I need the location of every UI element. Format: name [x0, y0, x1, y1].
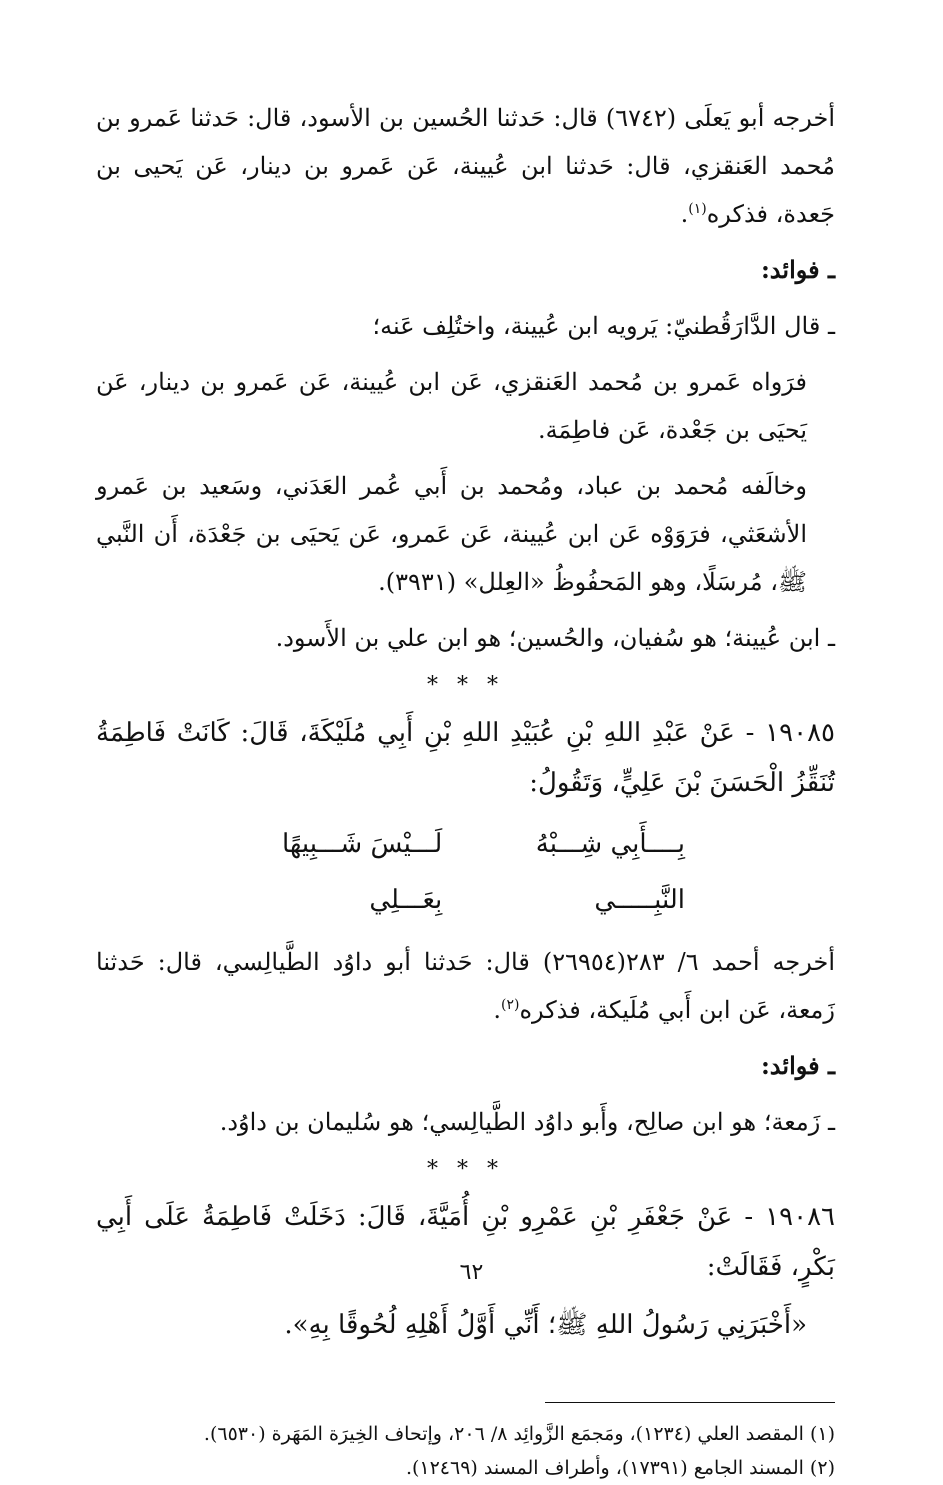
daraqutni-paragraph: ـ قال الدَّارَقُطنيّ: يَرويه ابن عُيينة، واختُلِف عَنه؛	[372, 312, 835, 340]
takhrij-text-2: أخرجه أحمد ٦/ ٢٨٣(٢٦٩٥٤) قال: حَدثنا أبو داوُد الطَّيالِسي، قال: حَدثنا زَمعة، عَن ابن أَبي مُلَيكة، فذكره	[96, 948, 836, 1024]
verse-right-hemistich: بِــــأَبِي شِـــبْهُ النَّبِـــــي	[535, 829, 685, 915]
fawaid-heading-2: ـ فوائد:	[760, 1051, 835, 1080]
footnote-divider	[545, 1402, 835, 1403]
takhrij-text-1: أخرجه أبو يَعلَى (٦٧٤٢) قال: حَدثنا الحُسين بن الأسود، قال: حَدثنا عَمرو بن مُحمد العَنقزي، قال: حَدثنا ابن عُيينة، عَن عَمرو بن دينار، عَن يَحيى بن جَعدة، فذكره	[96, 104, 835, 228]
footnote-ref-1[interactable]: (١)	[688, 201, 707, 217]
hadith-19085: ١٩٠٨٥ - عَنْ عَبْدِ اللهِ بْنِ عُبَيْدِ اللهِ بْنِ أَبِي مُلَيْكَةَ، قَالَ: كَانَتْ فَاطِمَةُ تُنَقِّزُ الْحَسَنَ بْنَ عَلِيٍّ، وَتَقُولُ:	[96, 718, 835, 798]
fawaid-heading-1: ـ فوائد:	[760, 255, 835, 284]
takhrij-paragraph-1	[96, 94, 835, 238]
narrator-note-2: ـ زَمعة؛ هو ابن صالِح، وأَبو داوُد الطَّيالِسي؛ هو سُليمان بن داوُد.	[219, 1108, 835, 1136]
page-number: ٦٢	[459, 1260, 484, 1285]
poetry-verse	[96, 816, 835, 928]
footnote-2: (٢) المسند الجامع (١٧٣٩١)، وأطراف المسند (١٢٤٦٩).	[405, 1457, 835, 1479]
footnote-1: (١) المقصد العلي (١٢٣٤)، ومَجمَع الزَّوائِد ٨/ ٢٠٦، وإتحاف الخِيرَة المَهَرة (٦٥٣٠).	[203, 1423, 835, 1445]
hadith-19086-quote: «أَخْبَرَنِي رَسُولُ اللهِ ﷺ؛ أَنِّي أَوَّلُ أَهْلِهِ لُحُوقًا بِهِ».	[284, 1310, 807, 1340]
hadith-19086: ١٩٠٨٦ - عَنْ جَعْفَرِ بْنِ عَمْرِو بْنِ أُمَيَّةَ، قَالَ: دَخَلَتْ فَاطِمَةُ عَلَى أَبِي بَكْرٍ، فَقَالَتْ:	[96, 1202, 835, 1282]
takhrij-end-2: .	[493, 996, 501, 1024]
footnote-ref-2[interactable]: (٢)	[500, 997, 520, 1013]
verse-left-hemistich: لَـــيْسَ شَـــبِيهًا بِعَـــلِي	[281, 829, 443, 915]
section-separator-1: * * *	[427, 673, 504, 698]
narration-paragraph-1: فرَواه عَمرو بن مُحمد العَنقزي، عَن ابن عُيينة، عَن عَمرو بن دينار، عَن يَحيَى بن جَعْدة، عَن فاطِمَة.	[96, 368, 807, 444]
narration-paragraph-2: وخالَفه مُحمد بن عباد، ومُحمد بن أَبي عُمر العَدَني، وسَعيد بن عَمرو الأشعَثي، فرَوَوْه عَن ابن عُيينة، عَن عَمرو، عَن يَحيَى بن جَعْدَة، أَن النَّبي ﷺ، مُرسَلًا، وهو المَحفُوظُ «العِلل» (٣٩٣١).	[96, 472, 807, 596]
takhrij-paragraph-2	[96, 938, 835, 1034]
section-separator-2: * * *	[427, 1157, 504, 1182]
narrator-note-1: ـ ابن عُيينة؛ هو سُفيان، والحُسين؛ هو ابن علي بن الأَسود.	[275, 624, 835, 652]
takhrij-end-1: .	[680, 200, 689, 228]
